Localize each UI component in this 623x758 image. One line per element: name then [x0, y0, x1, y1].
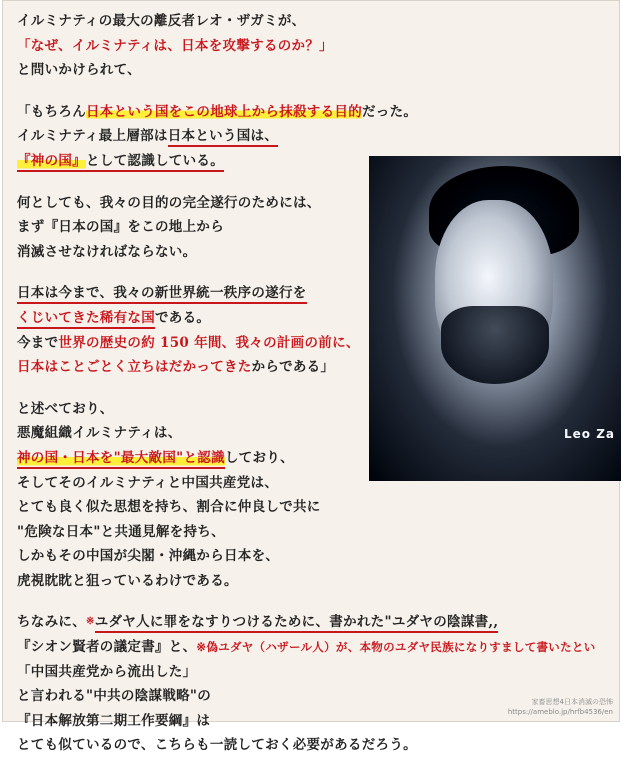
text-line-quote-question: 「なぜ、イルミナティは、日本を攻撃するのか？」	[17, 37, 333, 54]
portrait-beard	[441, 306, 549, 384]
text-line	[17, 100, 617, 125]
text-line	[17, 610, 617, 635]
text-line: しかもその中国が尖閣・沖縄から日本を、	[17, 548, 280, 565]
text-span: だった。	[362, 103, 418, 120]
text-line: とても良く似た思想を持ち、割合に仲良しで共に	[17, 499, 321, 516]
text-line: 虎視眈眈と狙っているわけである。	[17, 572, 238, 589]
text-span: 今まで	[17, 334, 59, 351]
highlighted-text: 『神の国』	[17, 153, 86, 172]
text-span: イルミナティ最上層部は	[17, 128, 168, 145]
underlined-text: 日本という国は、	[168, 128, 278, 147]
highlighted-text: 神の国・日本を"最大敵国"と認識	[17, 450, 225, 469]
text-line: 悪魔組織イルミナティは、	[17, 425, 182, 442]
text-line: 「中国共産党から流出した」	[17, 663, 197, 680]
text-span: しており、	[224, 449, 294, 466]
text-span: からである」	[251, 359, 335, 376]
text-line: イルミナティの最大の離反者レオ・ザガミが、	[17, 13, 306, 29]
red-text: 世界の歴史の約 150 年間、我々の計画の前に、	[58, 334, 360, 351]
photo-logo: Leo Za	[563, 427, 615, 441]
underlined-text: 日本は今まで、	[17, 285, 113, 304]
text-line: そしてそのイルミナティと中国共産党は、	[17, 474, 279, 491]
underlined-text: 我々の新世界統一秩序の遂行を	[113, 285, 306, 304]
highlighted-text: 日本という国をこの地球上から抹殺する目的	[86, 103, 362, 120]
red-text: 日本はことごとく立ちはだかってきた	[17, 359, 252, 376]
text-line: 『日本解放第二期工作要綱』は	[17, 712, 211, 729]
watermark	[508, 697, 613, 717]
text-line: と述べており、	[17, 400, 114, 417]
text-line: 消滅させなければならない。	[17, 243, 197, 260]
text-span: 「もちろん	[17, 103, 86, 120]
text-line	[17, 635, 617, 660]
text-span: 『シオン賢者の議定書』と、	[17, 639, 197, 656]
footnote-text: ※偽ユダヤ（ハザール人）が、本物のユダヤ民族になりすまして書いたとい	[196, 640, 596, 655]
text-line	[17, 124, 617, 149]
article-image	[2, 0, 620, 754]
watermark-title: 家畜思想4日本消滅の恐怖	[531, 698, 613, 706]
watermark-url: https://ameblo.jp/hrfb4536/en	[507, 708, 613, 716]
text-span: ちなみに、	[17, 614, 86, 631]
footnote-mark: ※	[86, 616, 95, 628]
text-line: とても似ているので、こちらも一読しておく必要があるだろう。	[17, 737, 417, 754]
text-line: と問いかけられて、	[17, 62, 141, 79]
underlined-text: ユダヤ人に罪をなすりつけるために、書かれた"ユダヤの陰謀書,,	[95, 614, 499, 633]
text-line: 何としても、我々の目的の完全遂行のためには、	[17, 194, 321, 211]
text-line: "危険な日本"と共通見解を持ち、	[17, 523, 225, 540]
underlined-text: くじいてきた稀有な国	[17, 310, 155, 329]
text-line: と言われる"中共の陰謀戦略"の	[17, 688, 212, 705]
text-span: である。	[155, 309, 211, 326]
portrait-photo	[369, 156, 621, 481]
text-line: まず『日本の国』をこの地上から	[17, 219, 224, 236]
underlined-text: として認識している。	[86, 153, 224, 172]
